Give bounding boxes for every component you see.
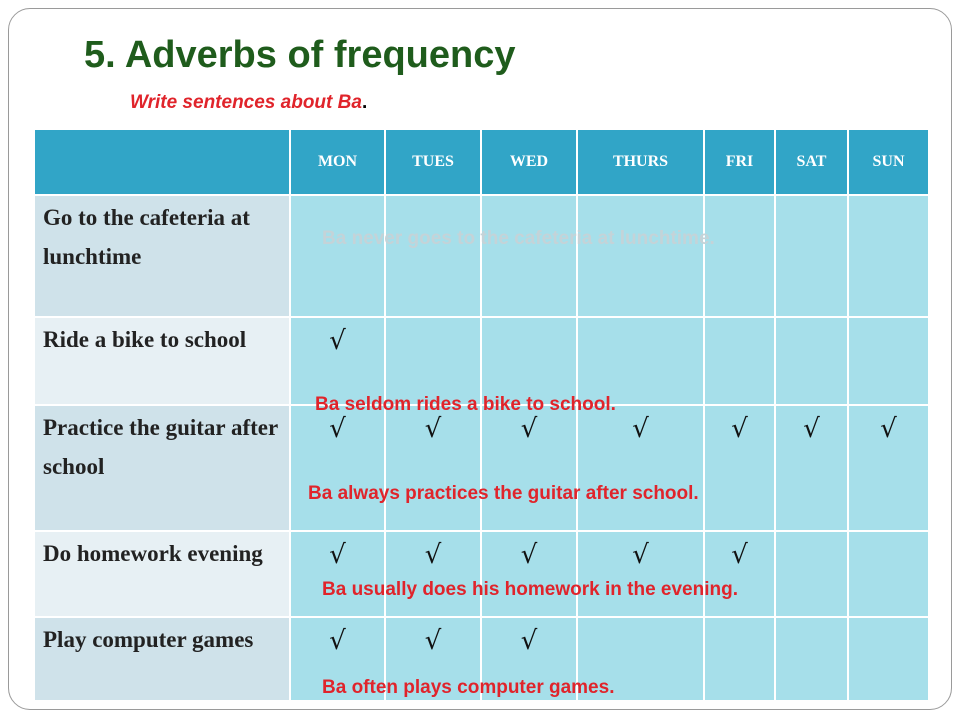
table-body — [34, 195, 929, 701]
day-cell-thurs — [577, 195, 704, 317]
slide-instruction — [130, 92, 367, 114]
check-mark-icon: √ — [632, 414, 649, 444]
check-mark-icon: √ — [520, 414, 538, 444]
day-cell-fri — [704, 531, 775, 617]
header-day-thurs: THURS — [577, 129, 704, 195]
header-day-sat: SAT — [775, 129, 848, 195]
check-mark-icon: √ — [731, 414, 748, 444]
day-cell-thurs — [577, 317, 704, 405]
day-cell-sat — [775, 617, 848, 701]
answer-sentence-homework: Ba usually does his homework in the evening. — [322, 579, 738, 600]
day-cell-tues — [385, 317, 481, 405]
check-mark-icon: √ — [424, 414, 442, 444]
answer-sentence-guitar: Ba always practices the guitar after school. — [308, 483, 699, 504]
day-cell-fri — [704, 617, 775, 701]
check-mark-icon: √ — [329, 626, 346, 656]
answer-sentence-cafeteria: Ba never goes to the cafeteria at lunchtime. — [322, 228, 715, 249]
answer-sentence-bike: Ba seldom rides a bike to school. — [315, 394, 616, 415]
day-cell-wed — [481, 195, 577, 317]
day-cell-tues — [385, 405, 481, 531]
instruction-period: . — [361, 92, 368, 113]
check-mark-icon: √ — [424, 540, 442, 570]
day-cell-thurs — [577, 531, 704, 617]
header-day-wed: WED — [481, 129, 577, 195]
day-cell-sat — [775, 195, 848, 317]
day-cell-wed — [481, 531, 577, 617]
day-cell-sun — [848, 617, 929, 701]
day-cell-fri — [704, 317, 775, 405]
table-row — [34, 405, 929, 531]
header-day-fri: FRI — [704, 129, 775, 195]
day-cell-mon — [290, 317, 385, 405]
answer-sentence-games: Ba often plays computer games. — [322, 677, 615, 698]
check-mark-icon: √ — [520, 626, 538, 656]
header-day-sun: SUN — [848, 129, 929, 195]
slide-title: 5. Adverbs of frequency — [84, 34, 516, 76]
check-mark-icon: √ — [329, 414, 346, 444]
check-mark-icon: √ — [880, 414, 897, 444]
table-row — [34, 531, 929, 617]
activity-label: Go to the cafeteria at lunchtime — [34, 195, 290, 317]
header-corner-cell — [34, 129, 290, 195]
day-cell-thurs — [577, 405, 704, 531]
day-cell-sun — [848, 531, 929, 617]
day-cell-sat — [775, 405, 848, 531]
day-cell-wed — [481, 317, 577, 405]
check-mark-icon: √ — [803, 414, 820, 444]
day-cell-sun — [848, 405, 929, 531]
header-day-mon: MON — [290, 129, 385, 195]
check-mark-icon: √ — [329, 326, 346, 356]
check-mark-icon: √ — [632, 540, 649, 570]
check-mark-icon: √ — [424, 626, 442, 656]
day-cell-wed — [481, 405, 577, 531]
day-cell-mon — [290, 531, 385, 617]
day-cell-sun — [848, 195, 929, 317]
day-cell-sun — [848, 317, 929, 405]
day-cell-mon — [290, 405, 385, 531]
day-cell-sat — [775, 531, 848, 617]
day-cell-fri — [704, 195, 775, 317]
activity-label: Ride a bike to school — [34, 317, 290, 405]
header-day-tues: TUES — [385, 129, 481, 195]
table-header-row — [34, 129, 929, 195]
check-mark-icon: √ — [329, 540, 346, 570]
activity-label: Do homework evening — [34, 531, 290, 617]
instruction-text: Write sentences about Ba — [130, 92, 362, 113]
activity-label: Practice the guitar after school — [34, 405, 290, 531]
day-cell-mon — [290, 195, 385, 317]
table-row — [34, 195, 929, 317]
day-cell-sat — [775, 317, 848, 405]
check-mark-icon: √ — [731, 540, 748, 570]
day-cell-tues — [385, 195, 481, 317]
check-mark-icon: √ — [520, 540, 538, 570]
day-cell-fri — [704, 405, 775, 531]
activity-label: Play computer games — [34, 617, 290, 701]
table-row — [34, 317, 929, 405]
day-cell-tues — [385, 531, 481, 617]
